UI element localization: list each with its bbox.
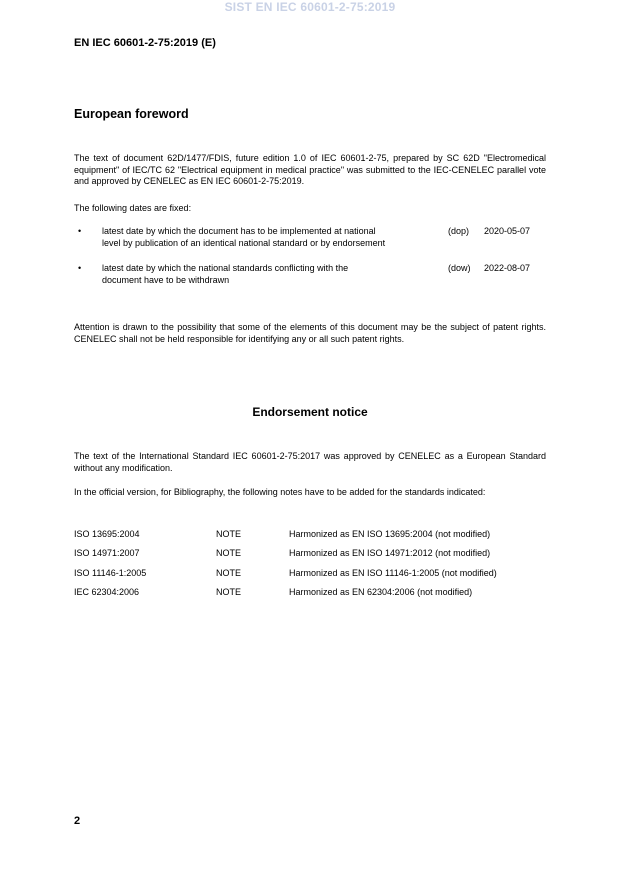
reference-standard: ISO 14971:2007 xyxy=(74,548,140,558)
reference-row xyxy=(74,586,546,598)
bullet-icon: • xyxy=(78,226,82,236)
reference-harmonized: Harmonized as EN ISO 13695:2004 (not modified) xyxy=(289,529,491,539)
date-item-date: 2022-08-07 xyxy=(484,263,531,273)
reference-standard: IEC 62304:2006 xyxy=(74,587,140,597)
bullet-icon: • xyxy=(78,263,82,273)
watermark: SIST EN IEC 60601-2-75:2019 xyxy=(224,0,396,14)
foreword-intro: The text of document 62D/1477/FDIS, future edition 1.0 of IEC 60601-2-75, prepared by SC 62D "Electromedical equipment" of IEC/TC 62 "Electrical equipment in medical practice" was submitted to the IEC-CENELEC parallel vote and approved by CENELEC as EN IEC 60601-2-75:2019. xyxy=(74,153,546,186)
reference-row xyxy=(74,547,546,559)
reference-note: NOTE xyxy=(216,568,242,578)
endorsement-text: The text of the International Standard IEC 60601-2-75:2017 was approved by CENELEC as a European Standard without any modification. xyxy=(74,451,546,473)
reference-standard: ISO 13695:2004 xyxy=(74,529,140,539)
endorsement-heading: Endorsement notice xyxy=(252,405,368,419)
document-id: EN IEC 60601-2-75:2019 (E) xyxy=(74,37,216,49)
reference-note: NOTE xyxy=(216,529,242,539)
reference-note: NOTE xyxy=(216,548,242,558)
page-number: 2 xyxy=(74,815,81,827)
date-item-text: latest date by which the document has to be implemented at national level by publication of an identical national standard or by endorsement xyxy=(102,226,386,248)
reference-row xyxy=(74,528,546,540)
date-item-code: (dow) xyxy=(448,263,471,273)
date-item-code: (dop) xyxy=(448,226,470,236)
reference-harmonized: Harmonized as EN ISO 14971:2012 (not modified) xyxy=(289,548,491,558)
reference-harmonized: Harmonized as EN ISO 11146-1:2005 (not modified) xyxy=(289,568,497,578)
reference-row xyxy=(74,567,546,579)
foreword-heading: European foreword xyxy=(74,107,189,121)
reference-note: NOTE xyxy=(216,587,242,597)
dates-intro: The following dates are fixed: xyxy=(74,203,192,213)
reference-standard: ISO 11146-1:2005 xyxy=(74,568,147,578)
date-item-date: 2020-05-07 xyxy=(484,226,531,236)
bibliography-intro: In the official version, for Bibliography, the following notes have to be added for the standards indicated: xyxy=(74,487,486,497)
date-item-text: latest date by which the national standards conflicting with the document have to be withdrawn xyxy=(102,263,349,285)
reference-harmonized: Harmonized as EN 62304:2006 (not modified) xyxy=(289,587,473,597)
patent-attention: Attention is drawn to the possibility that some of the elements of this document may be the subject of patent rights. CENELEC shall not be held responsible for identifying any or all such patent rights. xyxy=(74,322,546,344)
